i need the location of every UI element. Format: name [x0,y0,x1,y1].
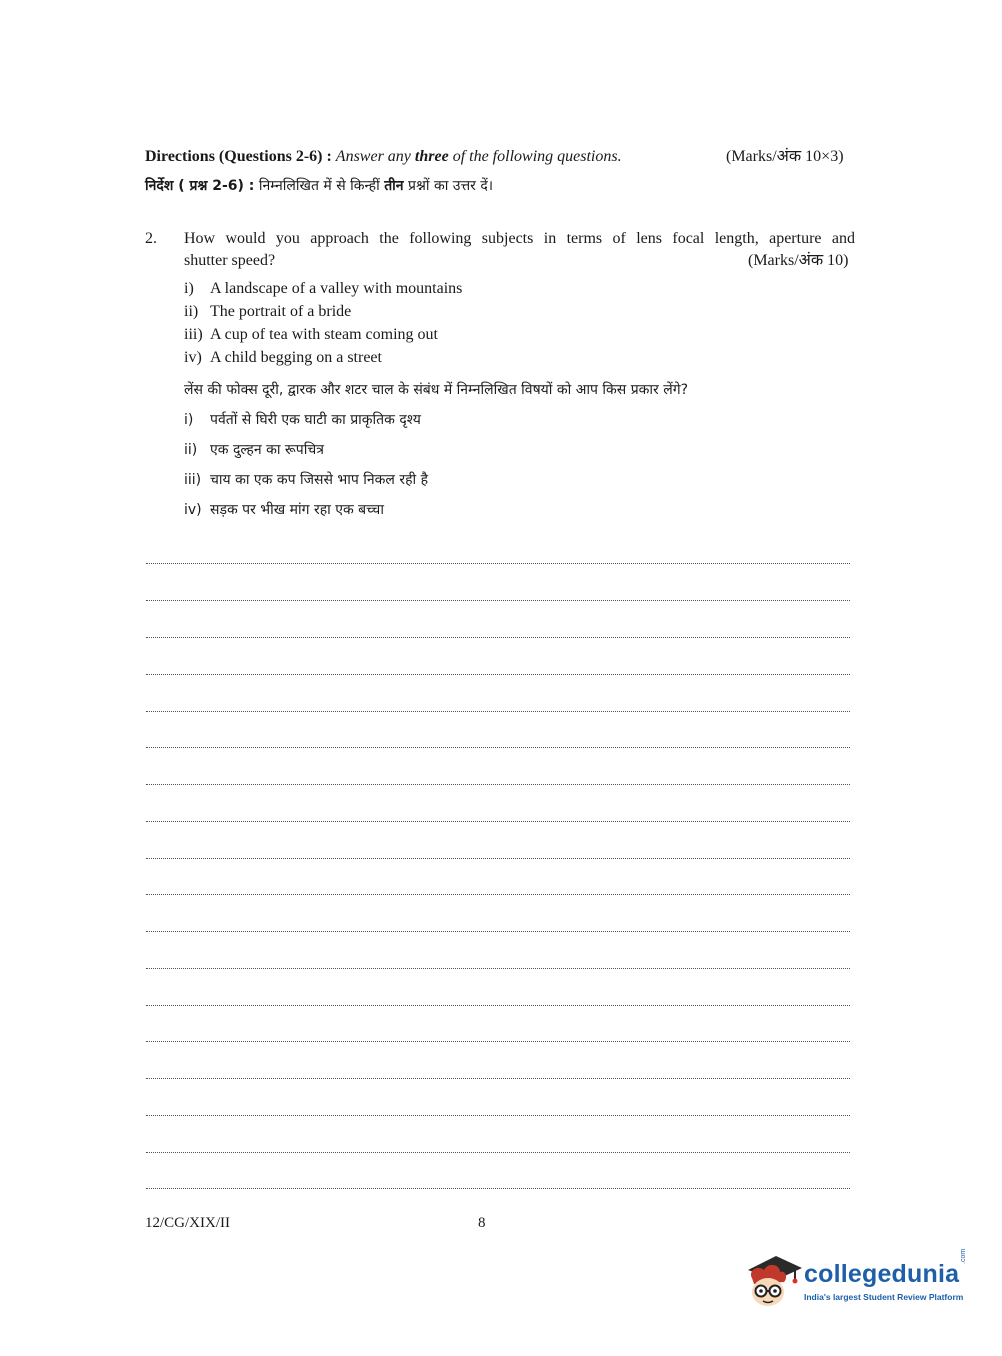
list-item [184,325,438,345]
logo-suffix: .com [960,1248,967,1264]
directions-hindi-label: निर्देश ( प्रश्न 2-6) : [145,178,255,194]
directions-hindi-text-b: प्रश्नों का उत्तर दें। [408,178,494,194]
list-item-num: iii) [184,326,203,343]
list-item [184,500,384,520]
list-item-text: The portrait of a bride [210,303,352,320]
page-number: 8 [478,1215,486,1231]
list-item-text: पर्वतों से घिरी एक घाटी का प्राकृतिक दृश्य [210,412,421,428]
list-item [184,302,351,322]
directions-text-b: of the following questions. [452,148,622,165]
directions-hindi-line [145,176,493,196]
answer-line [146,637,850,638]
paper-code: 12/CG/XIX/II [145,1215,230,1231]
answer-line [146,968,850,969]
directions-hindi-emphasis: तीन [384,178,404,194]
answer-line [146,563,850,564]
answer-line [146,600,850,601]
directions-text-a: Answer any [335,148,411,165]
answer-line [146,1115,850,1116]
list-item [184,470,428,490]
directions-label: Directions (Questions 2-6) : [145,148,332,165]
answer-line [146,784,850,785]
question-text-line2: shutter speed? [184,252,276,269]
directions-line [145,147,622,167]
list-item-text: सड़क पर भीख मांग रहा एक बच्चा [210,502,384,518]
directions-marks: (Marks/अंक 10×3) [726,148,844,165]
list-item-text: A child begging on a street [210,349,382,366]
list-item-text: A cup of tea with steam coming out [210,326,438,343]
list-item-text: चाय का एक कप जिससे भाप निकल रही है [210,472,429,488]
question-text-line1: How would you approach the following subjects in terms of lens focal length, aperture and [184,230,855,247]
list-item-num: iv) [184,349,202,366]
list-item-num: i) [184,280,194,297]
question-marks: (Marks/अंक 10) [748,252,849,269]
question-hindi-text: लेंस की फोक्स दूरी, द्वारक और शटर चाल के संबंध में निम्नलिखित विषयों को आप किस प्रकार लेंगे? [184,382,689,398]
question-number: 2. [145,230,157,247]
list-item-num: i) [184,412,194,428]
answer-line [146,1188,850,1189]
answer-line [146,1005,850,1006]
list-item-num: iii) [184,472,202,488]
answer-line [146,931,850,932]
answer-line [146,894,850,895]
logo-tagline: India's largest Student Review Platform [804,1292,964,1302]
list-item [184,279,462,299]
list-item [184,440,324,460]
answer-line [146,1078,850,1079]
answer-line [146,711,850,712]
mascot-icon [742,1250,804,1312]
answer-line [146,821,850,822]
list-item-num: iv) [184,502,202,518]
answer-line [146,858,850,859]
answer-line [146,674,850,675]
logo-brand: collegedunia [804,1260,960,1288]
list-item [184,348,382,368]
list-item-text: A landscape of a valley with mountains [210,280,463,297]
directions-emphasis: three [414,148,449,165]
answer-line [146,1152,850,1153]
collegedunia-logo [742,1250,972,1312]
list-item-num: ii) [184,303,199,320]
list-item-num: ii) [184,442,198,458]
list-item-text: एक दुल्हन का रूपचित्र [210,442,324,458]
list-item [184,410,421,430]
answer-line [146,1041,850,1042]
directions-hindi-text-a: निम्नलिखित में से किन्हीं [258,178,380,194]
answer-line [146,747,850,748]
